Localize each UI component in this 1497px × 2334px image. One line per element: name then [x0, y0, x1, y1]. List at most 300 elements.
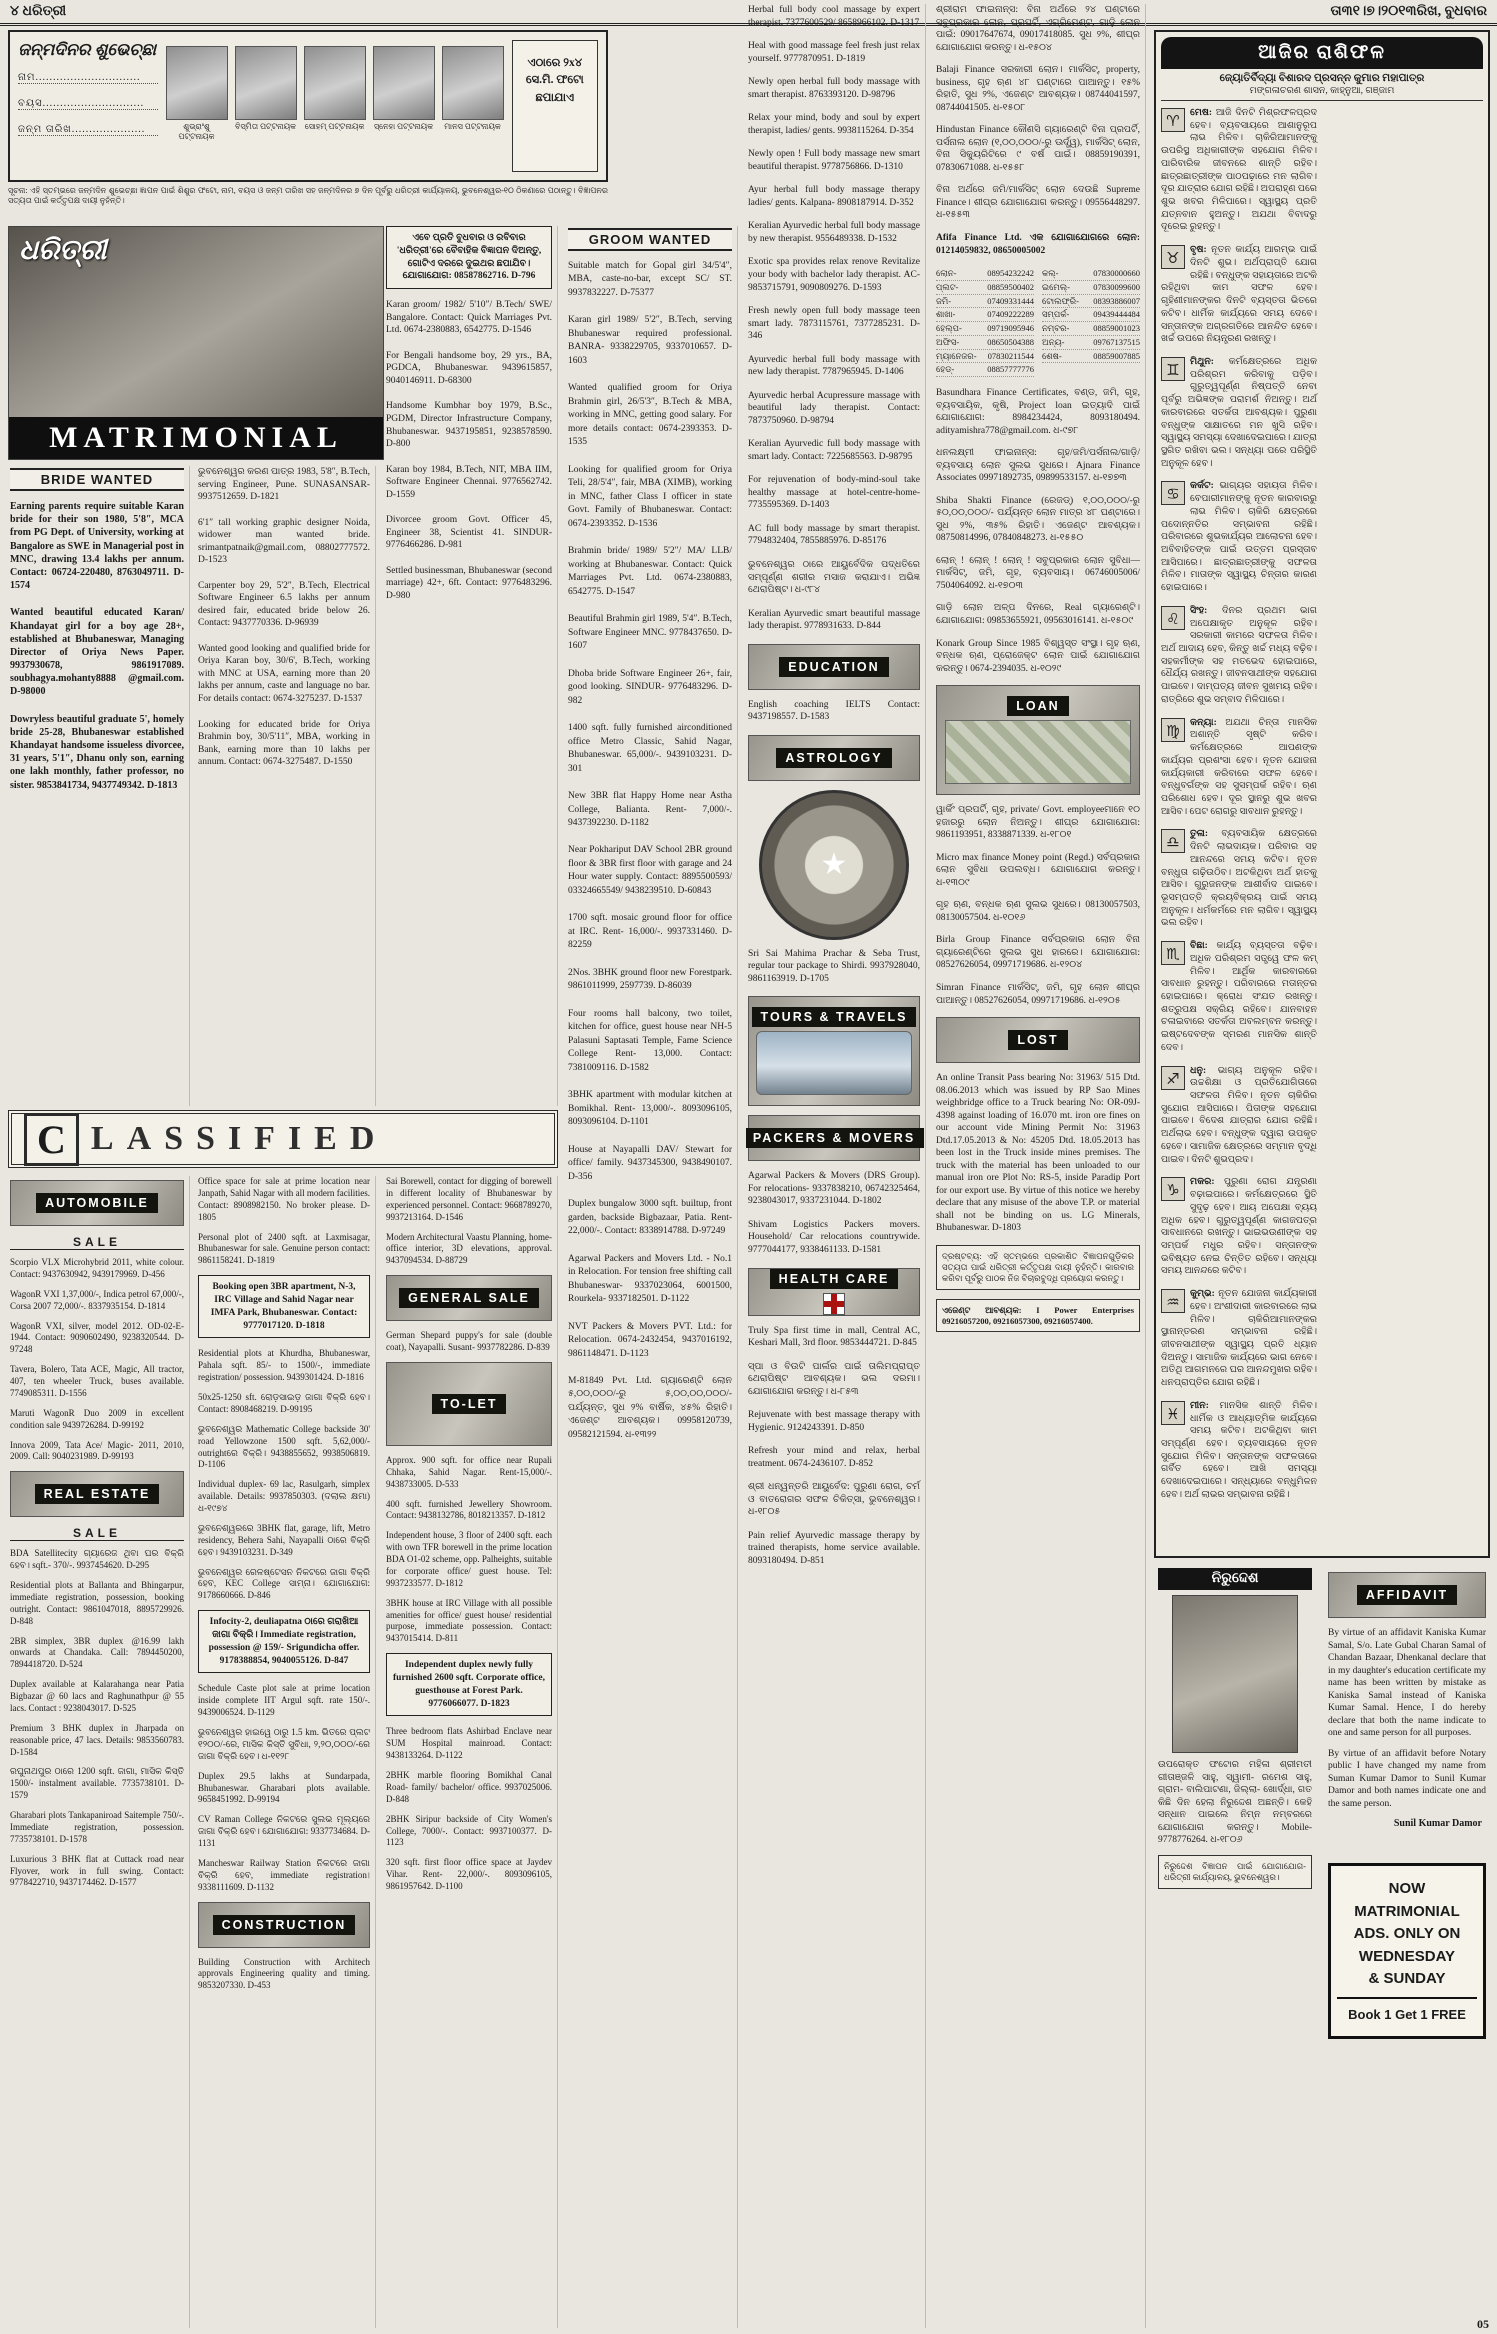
contact-number: 07830099600	[1093, 281, 1140, 292]
matrimonial-ad: Wanted beautiful educated Karan/ Khandayat girl for a boy age 28+, established at Bhubaneswar, Managing Director of Oriya News Paper. 9937930678, 9861917089. soubhagya.mohanty8888 @gmail.com. D-98000	[10, 607, 184, 698]
zodiac-icon: ♐	[1161, 1066, 1185, 1090]
lost-banner	[936, 1017, 1140, 1063]
infocity-box: Infocity-2, deuliapatna ଠାରେ ଗରାଖିଆ ଜାଗା ବିକ୍ରି। Immediate registration, possession @ 159/- Srigundicha offer. 9178388854, 9040055126. D-847	[198, 1610, 370, 1673]
contact-number: 07409331444	[987, 295, 1034, 306]
dharitri-logo: ଧରିତ୍ରୀ	[19, 235, 107, 266]
finance-contact-row	[1042, 308, 1140, 322]
finance-contact-row	[936, 322, 1034, 336]
classified-ad: Maruti WagonR Duo 2009 in excellent condition sale 9439726284. D-99192	[10, 1407, 184, 1430]
zodiac-icon: ♋	[1161, 481, 1185, 505]
classified-ad: ଧନଲକ୍ଷ୍ମୀ ଫାଇନାନ୍ସ: ଗୃହ/ଜମି/ପର୍ସନାଲ/ଗାଡ଼ି/ବ୍ୟବସାୟ ଲୋନ ସୁଲଭ ସୁଧରେ। Ajnara Finance Associates 09971892735, 09899533157. ଧ-୧୭୭୩	[936, 448, 1140, 484]
contact-label: ପ୍ଲଟ-	[936, 281, 959, 292]
classified-ad: For rejuvenation of body-mind-soul take healthy massage at hotel-centre-home- 7735595369. D-1403	[748, 475, 920, 511]
matrimonial-ads	[198, 466, 370, 769]
construction-banner	[198, 1902, 370, 1948]
classified-ad: Ayurvedic herbal Acupressure massage with beautiful lady therapist. Contact: 7873750960. D-98794	[748, 390, 920, 426]
child-name: ବିସ୍ମିତା ପଟ୍ଟନାୟକ	[235, 122, 297, 131]
birthday-photo-card	[442, 46, 504, 132]
contact-label: ଶେଷ-	[1042, 350, 1062, 361]
contact-number: 08859001023	[1093, 323, 1140, 334]
finance-contact-row	[1042, 322, 1140, 336]
child-name: ଶୁଭ୍ରାଂଶୁ ପଟ୍ଟନାୟକ	[178, 122, 215, 141]
finance-ads-top	[936, 4, 1140, 222]
classified-ad: Hindustan Finance କୌଣସି ଗ୍ୟାରେଣ୍ଟି ବିନା ପ୍ରପର୍ଟି, ପର୍ସନାଲ ଲୋନ (୧,୦୦,୦୦୦/-ରୁ ଊର୍ଦ୍ଧ୍ୱ), ମାର୍କସିଟ୍ ଲୋନ, ବିନା ସିକ୍ୟୁରିଟିରେ ୯ ବର୍ଷ ପାଇଁ। 08859190391, 07830671088. ଧ-୧୫୫୮	[936, 125, 1140, 173]
zodiac-name: ମକର:	[1190, 1177, 1215, 1188]
classified-ad: Keralian Ayurvedic herbal full body massage by new therapist. 9556489338. D-1532	[748, 221, 920, 244]
matrimonial-ad: Carpenter boy 29, 5'2″, B.Tech, Electrical Software Engineer 6.5 lakhs per annum desired fair, educated bride below 26. Contact: 9437770336. D-96939	[198, 580, 370, 629]
zodiac-prediction: କାର୍ଯ୍ୟ ବ୍ୟସ୍ତତା ବଢ଼ିବ। ଅଧିକ ପରିଶ୍ରମ ସତ୍ତ୍ୱେ ଫଳ କମ୍ ମିଳିବ। ଆର୍ଥିକ କାରବାରରେ ସାବଧାନ ରୁହନ୍ତୁ। ପରିବାରରେ ମତାନ୍ତର ହୋଇପାରେ। କ୍ରୋଧ ସଂଯତ ରଖନ୍ତୁ। ଶତ୍ରୁପକ୍ଷ ସକ୍ରିୟ ରହିବେ। ଯାନବାହନ ଚଳାଇବାରେ ସତର୍କତା ଅବଲମ୍ବନ କରନ୍ତୁ। ଇଷ୍ଟଦେବଙ୍କ ସ୍ମରଣ ମାନସିକ ଶାନ୍ତି ଦେବ।	[1161, 941, 1318, 1053]
classified-ad: Rejuvenate with best massage therapy with Hygienic. 9124243391. D-850	[748, 1410, 920, 1433]
child-name: ମାନସ ପଟ୍ଟନାୟକ	[444, 122, 501, 131]
affidavit-column	[1324, 1568, 1490, 2324]
astrology-banner	[748, 735, 920, 781]
classified-ad: Newly open ! Full body massage new smart beautiful therapist. 9778756866. D-1310	[748, 149, 920, 172]
classified-ad: Heal with good massage feel fresh just relax yourself. 9777870951. D-1819	[748, 41, 920, 64]
realestate-banner-label: REAL ESTATE	[35, 1484, 160, 1504]
birthday-wishes-box	[8, 30, 608, 182]
zodiac-name: କନ୍ୟା:	[1190, 717, 1217, 728]
zodiac-entry	[1161, 107, 1317, 234]
classified-ad: Agarwal Packers & Movers (DRS Group). For relocations- 9337838210, 06742325464, 9238043017, 9337231044. D-1802	[748, 1171, 920, 1207]
classified-ad: House at Nayapalli DAV/ Stewart for office/ family. 9437345300, 9438490107. D-356	[568, 1144, 732, 1182]
afifa-finance-block	[936, 232, 1140, 377]
contact-number: 08857777776	[987, 364, 1034, 375]
classified-ad: Sri Sai Mahima Prachar & Seba Trust, regular tour package to Shirdi. 9937928040, 9861163919. D-1705	[748, 948, 920, 984]
child-photo	[304, 46, 366, 120]
matrimonial-ad: Divorcee groom Govt. Officer 45, Engineer 38, Scientist 41. SINDUR- 9776466286. D-981	[386, 515, 552, 551]
automobile-realestate-column	[8, 1176, 190, 2328]
birthday-photo-card	[235, 46, 297, 132]
classified-ad: 3BHK apartment with modular kitchen at Bomikhal. Rent- 13,000/-. 8093096105, 8093096104. D-1101	[568, 1090, 732, 1128]
matrimonial-banner	[8, 226, 384, 460]
zodiac-entry	[1161, 828, 1317, 930]
child-photo	[373, 46, 435, 120]
page-number: 05	[1477, 2317, 1489, 2331]
birthday-footnote: ସୂଚନା: ଏହି ସ୍ତମ୍ଭରେ ଜନ୍ମଦିନ ଶୁଭେଚ୍ଛା ଜ୍ଞାପନ ପାଇଁ ଶିଶୁର ଫଟୋ, ନାମ, ବୟସ ଓ ଜନ୍ମ ତାରିଖ ସହ ଜନ୍ମଦିନର ୭ ଦିନ ପୂର୍ବରୁ ଧରିତ୍ରୀ କାର୍ଯ୍ୟାଳୟ, ଭୁବନେଶ୍ୱର-୧୦ ଠିକଣାରେ ପଠାନ୍ତୁ। ବିଜ୍ଞାପନର ସତ୍ୟତା ପାଇଁ କର୍ତ୍ତୃପକ୍ଷ ଦାୟୀ ନୁହଁନ୍ତି।	[8, 186, 608, 206]
classified-ad: Basundhara Finance Certificates, ବଣ୍ଡ, ଜମି, ଗୃହ, ବ୍ୟବସାୟିକ, କୃଷି, Project loan ଇତ୍ୟାଦି ପାଇଁ ଯୋଗାଯୋଗ: 8984234424, 8093180494. adityamishra778@gmail.com. ଧ-୯୭୮	[936, 388, 1140, 436]
tolet-banner-label: TO-LET	[432, 1394, 507, 1414]
matrimonial-promo-box	[1328, 1863, 1486, 2039]
missing-person-note: ନିରୁଦ୍ଦେଶ ବିଜ୍ଞାପନ ପାଇଁ ଯୋଗାଯୋଗ- ଧରିତ୍ରୀ କାର୍ଯ୍ୟାଳୟ, ଭୁବନେଶ୍ୱର।	[1158, 1855, 1312, 1889]
contact-number: 08954232242	[987, 268, 1034, 279]
column4-ads	[568, 722, 732, 1442]
tolet-ads-2	[386, 1726, 552, 1893]
booking-open-box: Booking open 3BR apartment, N-3, IRC Village and Sahid Nagar near IMFA Park, Bhubaneswar. Contact: 9777017120. D-1818	[198, 1275, 370, 1338]
automobile-ads	[10, 1257, 184, 1463]
zodiac-icon: ♉	[1161, 245, 1185, 269]
horoscope-title: ଆଜିର ରାଶିଫଳ	[1161, 37, 1483, 69]
finance-contact-row	[1042, 336, 1140, 350]
zodiac-prediction: ଅଯଥା ଚିନ୍ତା ମାନସିକ ଅଶାନ୍ତି ସୃଷ୍ଟି କରିବ। କର୍ମକ୍ଷେତ୍ରରେ ଆପଣଙ୍କ କାର୍ଯ୍ୟର ପ୍ରଶଂସା ହେବ। ନୂତନ ଯୋଜନା କାର୍ଯ୍ୟକାରୀ କରିବାରେ ସଫଳ ହେବେ। ବନ୍ଧୁବର୍ଗଙ୍କ ସହ ସୁସମ୍ପର୍କ ରହିବ। ଋଣ ପରିଶୋଧ ହେବ। ଦୂର ସ୍ଥାନରୁ ଶୁଭ ଖବର ଆସିବ। ପେଟ ରୋଗରୁ ସାବଧାନ ରୁହନ୍ତୁ।	[1161, 717, 1317, 817]
classified-ad: NVT Packers & Movers PVT. Ltd.: for Relocation. 0674-2432454, 9437016192, 9861148471. D-1123	[568, 1321, 732, 1359]
classified-ad: ସ୍ପା ଓ ବିଉଟି ପାର୍ଲର ପାଇଁ ତାଲିମପ୍ରାପ୍ତ ଥେରାପିଷ୍ଟ ଆବଶ୍ୟକ। ଭଲ ଦରମା। ଯୋଗାଯୋଗ କରନ୍ତୁ। ଧ-୮୫୩	[748, 1361, 920, 1397]
finance-contact-row	[1042, 295, 1140, 309]
automobile-sale-heading: SALE	[10, 1235, 184, 1250]
finance-contact-row	[936, 267, 1034, 281]
child-photo	[442, 46, 504, 120]
child-photo	[166, 46, 228, 120]
classified-ad: Refresh your mind and relax, herbal treatment. 0674-2436107. D-852	[748, 1446, 920, 1469]
general-sale-banner	[386, 1275, 552, 1321]
afifa-title: Afifa Finance Ltd. ଏକ ଯୋଗାଯୋଗରେ ଲୋନ: 01214059832, 08650005002	[936, 232, 1140, 256]
zodiac-prediction: ମାନସିକ ଶାନ୍ତି ମିଳିବ। ଧାର୍ମିକ ଓ ଆଧ୍ୟାତ୍ମିକ କାର୍ଯ୍ୟରେ ସମୟ କଟିବ। ଅଟକିଥିବା କାମ ସମ୍ପୂର୍ଣ୍ଣ ହେବ। ବ୍ୟବସାୟରେ ନୂତନ ସୁଯୋଗ ମିଳିବ। ସନ୍ତାନଙ୍କ ସଫଳତାରେ ଗର୍ବିତ ହେବେ। ଆଖି ସମସ୍ୟା ଦେଖାଦେଇପାରେ। ସନ୍ଧ୍ୟାରେ ବନ୍ଧୁମିଳନ ହେବ। ଅର୍ଥ ଲାଭର ସମ୍ଭାବନା ରହିଛି।	[1161, 1400, 1318, 1500]
birthday-photos	[166, 40, 504, 172]
classified-ad: Pain relief Ayurvedic massage therapy by trained therapists, home service available. 8093180494. D-851	[748, 1530, 920, 1566]
matrimonial-ad: Karan girl 1989/ 5'2″, B.Tech, serving Bhubaneswar required professional. BANRA- 9338229705, 9337010657. D-1603	[568, 315, 732, 366]
matrimonial-ad: Settled businessman, Bhubaneswar (second marriage) 42+, 6ft. Contact: 9776483296. D-980	[386, 565, 552, 601]
contact-number: 07830000660	[1093, 268, 1140, 279]
zodiac-prediction: ଦିନର ପ୍ରଥମ ଭାଗ ଅପେକ୍ଷାକୃତ ଅନୁକୂଳ ରହିବ। ସରକାରୀ କାମରେ ସଫଳତା ମିଳିବ। ଅର୍ଥ ଆଦାୟ ହେବ, କିନ୍ତୁ ଖର୍ଚ୍ଚ ମଧ୍ୟ ବଢ଼ିବ। ସହକର୍ମୀଙ୍କ ସହ ମତଭେଦ ହୋଇପାରେ, ଧୈର୍ଯ୍ୟ ରଖନ୍ତୁ। ଜୀବନସାଥୀଙ୍କ ସହଯୋଗ ପାଇବେ। ଦାମ୍ପତ୍ୟ ଜୀବନ ସୁଖମୟ ରହିବ। ରାତ୍ରିରେ ଶୁଭ ସମ୍ବାଦ ମିଳିପାରେ।	[1161, 605, 1317, 705]
classified-ad: M-81849 Pvt. Ltd. ଗ୍ୟାରେଣ୍ଟି ଲୋନ ୫,୦୦,୦୦୦/-ରୁ ୫,୦୦,୦୦,୦୦୦/- ପର୍ଯ୍ୟନ୍ତ, ସୁଧ ୨% ବାର୍ଷିକ, ୪୫% ରିହାତି। ଏଜେଣ୍ଟ ଆବଶ୍ୟକ। 09958120739, 09582121594. ଧ-୧୩୨୨	[568, 1376, 732, 1440]
zodiac-prediction: ଭାଗ୍ୟର ସହାୟତା ମିଳିବ। ବେପାରୀମାନଙ୍କୁ ନୂତନ କାରବାରରୁ ଲାଭ ମିଳିବ। ଚାକିରି କ୍ଷେତ୍ରରେ ପଦୋନ୍ନତିର ସମ୍ଭାବନା ରହିଛି। ପରିବାରରେ ଶୁଭକାର୍ଯ୍ୟର ଆଲୋଚନା ହେବ। ଅବିବାହିତଙ୍କ ପାଇଁ ଉତ୍ତମ ପ୍ରସ୍ତାବ ଆସିପାରେ। ଛାତ୍ରଛାତ୍ରୀଙ୍କୁ ସଫଳତା ମିଳିବ। ମାତାଙ୍କ ସ୍ୱାସ୍ଥ୍ୟ ଚିନ୍ତାର କାରଣ ହୋଇପାରେ।	[1161, 481, 1317, 594]
zodiac-name: ବୃଷ:	[1190, 245, 1207, 256]
classified-ad: Duplex available at Kalarahanga near Patia Bigbazar @ 60 lacs and Raghunathpur @ 55 lacs. Contact : 9238043017. D-525	[10, 1679, 184, 1713]
zodiac-name: ଧନୁ:	[1190, 1065, 1207, 1076]
contact-number: 09439444484	[1093, 309, 1140, 320]
classified-banner	[8, 1110, 558, 1168]
promo-line: ADS. ONLY ON	[1353, 1925, 1461, 1943]
classified-ad: Four rooms hall balcony, two toilet, kitchen for office, guest house near NH-5 Palasuni Saptasati Temple, Fame Science College Rent- 13,000. Contact: 7381009116. D-1582	[568, 1008, 732, 1073]
matrimonial-ad: Looking for qualified groom for Oriya Teli, 28/5'4″, fair, MBA (XIMB), working in MNC, father Class I officer in state Govt. Family of Bhubaneswar. Contact: 0674-2393352. D-1536	[568, 464, 732, 529]
missing-person-column	[1154, 1568, 1316, 2324]
promo-line: NOW	[1388, 1880, 1426, 1898]
classified-ad: Birla Group Finance ସର୍ବପ୍ରକାର ଲୋନ ବିନା ଗ୍ୟାରେଣ୍ଟିରେ ସୁଲଭ ସୁଧ ହାରରେ। ଯୋଗାଯୋଗ: 08527626054, 09971719686. ଧ-୧୨୦୪	[936, 935, 1140, 971]
classified-ad: Office space for sale at prime location near Janpath, Sahid Nagar with all modern facilities. Contact: 8908982150. No broker please. D-1805	[198, 1176, 370, 1222]
classified-ad: 3BHK house at IRC Village with all possible amenities for office/ guest house/ residential purpose, immediate possession. Contact: 9437015414. D-811	[386, 1597, 552, 1644]
masthead: ୪ ଧରିତ୍ରୀ	[10, 3, 67, 19]
matrimonial-ad: Wanted good looking and qualified bride for Oriya Karan boy, 30/6', B.Tech, working with MNC at USA, earning more than 20 lakhs per annum, caste and language no bar. For details contact: 0674-3275237. D-1537	[198, 643, 370, 704]
promo-line: MATRIMONIAL	[1354, 1902, 1460, 1920]
zodiac-prediction: ଆଜି ଦିନଟି ମିଶ୍ରଫଳପ୍ରଦ ହେବ। ବ୍ୟବସାୟରେ ଆଶାନୁରୂପ ଲାଭ ମିଳିବ। ଚାକିରିଆମାନଙ୍କୁ ଉପରିସ୍ଥ ଅଧିକାରୀଙ୍କ ସହଯୋଗ ମିଳିବ। ପାରିବାରିକ ଜୀବନରେ ଶାନ୍ତି ରହିବ। ଛାତ୍ରଛାତ୍ରୀଙ୍କ ପାଠପଢ଼ାରେ ମନ ଲାଗିବ। ଦୂର ଯାତ୍ରାର ଯୋଗ ରହିଛି। ଅପରାହ୍ଣ ପରେ ଶୁଭ ଖବର ମିଳିପାରେ। ସ୍ୱାସ୍ଥ୍ୟ ପ୍ରତି ଯତ୍ନବାନ ହୁଅନ୍ତୁ। ଅଯଥା ବିବାଦରୁ ଦୂରେଇ ରୁହନ୍ତୁ।	[1161, 108, 1318, 233]
contact-number: 08859007885	[1093, 350, 1140, 361]
matrimonial-title: MATRIMONIAL	[9, 417, 383, 459]
contact-label: ହେଲ୍ପ-	[936, 323, 962, 334]
zodiac-icon: ♍	[1161, 718, 1185, 742]
agent-wanted-box: ଏଜେଣ୍ଟ ଆବଶ୍ୟକ: I Power Enterprises 09216057200, 09216057300, 09216057400.	[936, 1299, 1140, 1332]
zodiac-icon: ♑	[1161, 1177, 1185, 1201]
duplex-box: Independent duplex newly fully furnished 2600 sqft. Corporate office, guesthouse at Forest Park. 9776066077. D-1823	[386, 1653, 552, 1716]
classified-ad: Personal plot of 2400 sqft. at Laxmisagar, Bhubaneswar for sale. Genuine person contact: 9861158241. D-1819	[198, 1231, 370, 1266]
contact-label: ନମ୍ବର-	[1042, 323, 1070, 334]
classified-ad: 400 sqft. furnished Jewellery Showroom. Contact: 9438132786, 8018213357. D-1812	[386, 1498, 552, 1521]
classified-ad: Residential plots at Khurdha, Bhubaneswar, Pahala sqft. 85/- to 1500/-, immediate registration/ possession. 9439301424. D-1816	[198, 1348, 370, 1383]
zodiac-entry	[1161, 244, 1317, 346]
contact-number: 09767137515	[1093, 336, 1140, 347]
child-name: ସୋହମ୍ ପଟ୍ଟନାୟକ	[304, 122, 365, 131]
classified-ad: Keralian Ayurvedic full body massage with smart lady. Contact: 7225685563. D-98795	[748, 439, 920, 462]
classified-ad: ୱାର୍କିଂ ପ୍ରପର୍ଟି, ଗୃହ, private/ Govt. employeeମାନେ ୧୦ ହଜାରରୁ ଲୋନ ନିଅନ୍ତୁ। ଶୀଘ୍ର ଯୋଗାଯୋଗ: 9861193951, 8338871339. ଧ-୧୮୦୧	[936, 805, 1140, 841]
classified-ad: 2BHK Siripur backside of City Women's College, 7000/-. Contact: 9937100377. D-1123	[386, 1813, 552, 1848]
services-ads	[386, 1176, 552, 1267]
tolet-ads-1	[386, 1455, 552, 1645]
health-care-banner	[748, 1268, 920, 1316]
photo-rate-box: ଏଠାରେ ୨x୪ ସେ.ମି. ଫଟୋ ଛପାଯାଏ	[512, 40, 598, 172]
zodiac-entry	[1161, 940, 1317, 1054]
zodiac-icon: ♊	[1161, 357, 1185, 381]
affidavit-signature: Sunil Kumar Damor	[1393, 1818, 1482, 1830]
classified-ad: German Shepard puppy's for sale (double coat), Nayapalli. Susant- 9937782286. D-839	[386, 1330, 552, 1352]
matrimonial-ad: For Bengali handsome boy, 29 yrs., BA, PGDCA, Bhubaneswar. 9439615857, 9040146911. D-68300	[386, 350, 552, 386]
contact-label: ଅଫିସ-	[936, 336, 960, 347]
matrimonial-ad: Wanted qualified groom for Oriya Brahmin girl, 26/5'3″, B.Tech & MBA, working in MNC, getting good salary. For more details contact: 0674-2393353. D-1535	[568, 383, 732, 448]
bride-wanted-heading: BRIDE WANTED	[10, 468, 184, 491]
zodiac-name: କୁମ୍ଭ:	[1190, 1289, 1215, 1300]
astrologer-address: ମଙ୍ଗଳାଚରଣ ଶାସନ, କାହ୍ନୁଆ, ଗଞ୍ଜାମ	[1161, 85, 1483, 101]
astrologer-name: ଜ୍ୟୋତିର୍ବିଦ୍ୟା ବିଶାରଦ ପ୍ରସନ୍ନ କୁମାର ମହାପାତ୍ର	[1219, 73, 1425, 84]
construction-ads	[198, 1957, 370, 1993]
classified-ad: WagonR VXI 1,37,000/-, Indica petrol 67,000/-, Corsa 2007 72,000/-. 8337935154. D-1814	[10, 1288, 184, 1311]
child-name: ସ୍ନେହା ପଟ୍ଟନାୟକ	[373, 122, 434, 131]
promo-line: Book 1 Get 1 FREE	[1337, 1997, 1477, 2025]
finance-contact-row	[936, 308, 1034, 322]
classified-ad: ଗୃହ ଋଣ, ବନ୍ଧକ ଋଣ ସୁଲଭ ସୁଧରେ। 08130057503, 08130057504. ଧ-୧୦୧୬	[936, 900, 1140, 923]
automobile-banner	[10, 1180, 184, 1226]
classified-ad: Micro max finance Money point (Regd.) ସର୍ବପ୍ରକାର ଲୋନ ସୁବିଧା ଉପଲବ୍ଧ। ଯୋଗାଯୋଗ କରନ୍ତୁ। ଧ-୧୩୦୯	[936, 852, 1140, 888]
bride-photo	[9, 227, 383, 417]
classified-ad: Independent house, 3 floor of 2400 sqft. each with own TFR borewell in the prime location BDA O1-02 scheme, opp. Palheights, suitable for corporate office/ guest house. Tel: 9937233577. D-1812	[386, 1530, 552, 1588]
zodiac-name: ମେଷ:	[1190, 108, 1213, 118]
services-column	[746, 4, 926, 2328]
education-banner	[748, 644, 920, 690]
zodiac-prediction: କର୍ମକ୍ଷେତ୍ରରେ ଅଧିକ ପରିଶ୍ରମ କରିବାକୁ ପଡ଼ିବ। ଗୁରୁତ୍ୱପୂର୍ଣ୍ଣ ନିଷ୍ପତ୍ତି ନେବା ପୂର୍ବରୁ ଅଭିଜ୍ଞଙ୍କ ପରାମର୍ଶ ନିଅନ୍ତୁ। ଅର୍ଥ କାରବାରରେ ସତର୍କତା ଆବଶ୍ୟକ। ପୁରୁଣା ବନ୍ଧୁଙ୍କ ସାକ୍ଷାତରେ ମନ ଖୁସି ରହିବ। ସ୍ୱାସ୍ଥ୍ୟ ସମସ୍ୟା ଦେଖାଦେଇପାରେ। ଯାତ୍ରା ସ୍ଥଗିତ ରଖିବା ଭଲ। ସନ୍ଧ୍ୟା ପରେ ପରିସ୍ଥିତି ଅନୁକୂଳ ହେବ।	[1161, 356, 1317, 469]
birthday-form	[18, 40, 158, 172]
classified-ad: CV Raman College ନିକଟରେ ସୁଲଭ ମୂଲ୍ୟରେ ଜାଗା ବିକ୍ରି ହେବ। ଯୋଗାଯୋଗ: 9337734684. D-1131	[198, 1814, 370, 1848]
missing-person-heading: ନିରୁଦ୍ଦେଶ	[1158, 1568, 1312, 1590]
classified-ad: Mancheswar Railway Station ନିକଟରେ ଜାଗା ବିକ୍ରି ହେବ, immediate registration। 9338111609. D-1132	[198, 1857, 370, 1892]
classified-ad: Building Construction with Architech approvals Engineering quality and timing. 9853207330. D-453	[198, 1956, 370, 1991]
affidavit-banner-label: AFFIDAVIT	[1357, 1585, 1457, 1605]
classified-ad: Modern Architectural Vaastu Planning, home-office interior, 3D elevations, approval. 9437094534. D-88729	[386, 1231, 552, 1266]
page-date: ତା୩୧।୭।୨୦୧୩ରିଖ, ବୁଧବାର	[1330, 3, 1487, 19]
classified-ad: Keralian Ayurvedic smart beautiful massage lady therapist. 9778931633. D-844	[748, 608, 920, 632]
groom-wanted-ads	[568, 260, 732, 708]
contact-label: ସମ୍ପର୍କ-	[1042, 309, 1070, 320]
promo-line: & SUNDAY	[1368, 1970, 1446, 1988]
birthday-photo-card	[166, 46, 228, 141]
bus-image	[756, 1031, 912, 1095]
birthday-title: ଜନ୍ମଦିନର ଶୁଭେଚ୍ଛା	[18, 40, 157, 59]
zodiac-icon: ♈	[1161, 108, 1185, 132]
classified-title: LASSIFIED	[90, 1120, 388, 1157]
matrimonial-ad: Suitable match for Gopal girl 34/5'4″, MBA, caste-no-bar, except SC/ ST. 9937832227. D-75377	[568, 261, 732, 298]
tours-travels-banner	[748, 996, 920, 1106]
tolet-banner	[386, 1362, 552, 1446]
matrimonial-ad: Beautiful Brahmin girl 1989, 5'4″. B.Tech, Software Engineer MNC. 9778437650. D-1607	[568, 614, 732, 652]
afifa-numbers	[936, 267, 1140, 377]
missing-person-text: ଉପରୋକ୍ତ ଫଟୋର ମହିଳା ଶ୍ରୀମତୀ ଗୀତାଞ୍ଜଳି ସାହୁ, ସ୍ୱାମୀ- ରମେଶ ସାହୁ, ଗ୍ରାମ- ବାଲିପାଟଣା, ଜିଲ୍ଲା- ଖୋର୍ଦ୍ଧା, ଗତ କିଛି ଦିନ ହେଲା ନିରୁଦ୍ଦେଶ ଅଛନ୍ତି। କେହି ସନ୍ଧାନ ପାଇଲେ ନିମ୍ନ ନମ୍ବରରେ ଯୋଗାଯୋଗ କରନ୍ତୁ। Mobile- 9778776264. ଧ-୧୮୦୬	[1158, 1760, 1312, 1846]
currency-notes-image	[945, 720, 1131, 784]
contact-label: ହେଡ୍-	[936, 364, 955, 375]
birthday-photo-card	[373, 46, 435, 132]
contact-label: ଶାଖା-	[936, 309, 956, 320]
packers-movers-banner-label: PACKERS & MOVERS	[746, 1128, 924, 1148]
classified-ad: ଭୁବନେଶ୍ୱରରେ 3BHK flat, garage, lift, Metro residency, Behera Sahi, Nayapalli ଠାରେ ବିକ୍ରି ହେବ। 9439103231. D-349	[198, 1522, 370, 1557]
matrimonial-ad: Looking for educated bride for Oriya Brahmin boy, 30/5'11″, MBA, working in Bank, earning more than 10 lakhs per annum. Contact: 0674-3275487. D-1550	[198, 719, 370, 768]
zodiac-icon: ♌	[1161, 606, 1185, 630]
zodiac-wheel-image: ★	[759, 790, 909, 940]
general-tolet-column	[384, 1176, 558, 2328]
contact-number: 08650504388	[987, 336, 1034, 347]
realestate-ads	[10, 1548, 184, 1889]
groom-wanted-column	[566, 226, 738, 2328]
promo-line: WEDNESDAY	[1358, 1947, 1456, 1965]
classified-ad: BDA Satellitecity ଗ୍ୟାରେଜ ଥିବା ଘର ବିକ୍ରି ହେବ। sqft.- 370/-. 9937454620. D-295	[10, 1548, 184, 1571]
zodiac-entry	[1161, 1176, 1317, 1278]
general-sale-ads	[386, 1330, 552, 1354]
lost-banner-label: LOST	[1008, 1030, 1067, 1050]
classified-ad: Exotic spa provides relax renove Revitalize your body with bachelor lady therapist. AC- 9853715791, 9090809276. D-1593	[748, 257, 920, 293]
classified-ad: English coaching IELTS Contact: 9437198557. D-1583	[748, 699, 920, 723]
education-ads	[748, 699, 920, 724]
loan-ads	[936, 804, 1140, 1007]
classified-ad: 320 sqft. first floor office space at Jaydev Vihar. Rent- 22,000/-. 8093096105, 9861957642. D-1100	[386, 1857, 552, 1891]
classified-ad: Scorpio VLX Microhybrid 2011, white colour. Contact: 9437630942, 9439179969. D-456	[10, 1257, 184, 1279]
finance-contact-row	[1042, 267, 1140, 281]
contact-number: 08393886007	[1093, 295, 1140, 306]
classified-ad: ଲୋନ୍ ! ଲୋନ୍ ! ଲୋନ୍ ! ସବୁପ୍ରକାର ଲୋନ ସୁବିଧା— ମାର୍କସିଟ୍, ଜମି, ଗୃହ, ବ୍ୟବସାୟ। 06746005006/ 7504064092. ଧ-୧୭୦୩	[936, 555, 1140, 591]
loan-banner	[936, 685, 1140, 795]
finance-contact-row	[1042, 281, 1140, 295]
contact-label: ଜମି-	[936, 295, 952, 306]
classified-ad: ରଘୁନାଥପୁର ଠାରେ 1200 sqft. ଜାଗା, ମାସିକ କିସ୍ତି 1500/- instalment available. 7735738101. D-1579	[10, 1766, 184, 1801]
matrimonial-ad: Handsome Kumbhar boy 1979, B.Sc., PGDM, Director Infrastructure Company, Bhubaneswar. 9437195851, 9238578590. D-800	[386, 401, 552, 450]
affidavit-text: By virtue of an affidavit before Notary public I have changed my name from Suman Kumar Damor to Sunil Kumar Damor and both names indicate one and the same person.	[1328, 1748, 1486, 1809]
automobile-banner-label: AUTOMOBILE	[36, 1193, 158, 1213]
horoscope-box	[1154, 30, 1490, 1558]
contact-label: ଇମେଲ୍-	[1042, 281, 1070, 292]
finance-contact-row	[936, 363, 1034, 377]
classified-ad: Luxurious 3 BHK flat at Cuttack road near Flyover, work in full swing. Contact: 9778422710, 9437174462. D-1577	[10, 1853, 184, 1888]
classified-ad: 2BHK marble flooring Bomikhal Canal Road- family/ bachelor/ office. 9937025006. D-848	[386, 1770, 552, 1804]
affidavit-banner	[1328, 1572, 1486, 1618]
matrimonial-column-2	[196, 466, 376, 1106]
classified-ad: Shiba Shakti Finance (ରେଜଡ୍) ୧,୦୦,୦୦୦/-ରୁ ୫୦,୦୦,୦୦୦/- ପର୍ଯ୍ୟନ୍ତ ଲୋନ ମାତ୍ର ୪୮ ଘଣ୍ଟାରେ। ସୁଧ ୨%, ୩୫% ରିହାତି। ଏଜେଣ୍ଟ ଆବଶ୍ୟକ। 08750814996, 07840848273. ଧ-୧୫୫୦	[936, 495, 1140, 544]
finance-contact-row	[1042, 350, 1140, 364]
general-sale-banner-label: GENERAL SALE	[399, 1288, 539, 1308]
classified-ad: New 3BR flat Happy Home near Astha College, Balianta. Rent- 7,000/-. 9437392230. D-1182	[568, 791, 732, 828]
plot-ads-3	[198, 1683, 370, 1893]
zodiac-entry	[1161, 1288, 1317, 1390]
massage-ads	[748, 4, 920, 633]
disclaimer-box: ଦ୍ରଷ୍ଟବ୍ୟ: ଏହି ସ୍ତମ୍ଭରେ ପ୍ରକାଶିତ ବିଜ୍ଞାପନଗୁଡ଼ିକର ସତ୍ୟତା ପାଇଁ ଧରିତ୍ରୀ କର୍ତ୍ତୃପକ୍ଷ ଦାୟୀ ନୁହଁନ୍ତି। କାରବାର କରିବା ପୂର୍ବରୁ ପାଠକ ନିଜ ବିଚାରବୁଦ୍ଧି ପ୍ରୟୋଗ କରନ୍ତୁ।	[936, 1245, 1140, 1290]
zodiac-prediction: ଭାଗ୍ୟ ଅନୁକୂଳ ରହିବ। ଉଚ୍ଚଶିକ୍ଷା ଓ ପ୍ରତିଯୋଗିତାରେ ସଫଳତା ମିଳିବ। ନୂତନ ଚାକିରିର ସୁଯୋଗ ଆସିପାରେ। ପିତାଙ୍କ ସହଯୋଗ ପାଇବେ। ବିଦେଶ ଯାତ୍ରାର ଯୋଗ ରହିଛି। ଅର୍ଥଲାଭ ହେବ। ବନ୍ଧୁଙ୍କ ଦ୍ୱାରା ଉପକୃତ ହେବେ। ସାମାଜିକ କ୍ଷେତ୍ରରେ ସମ୍ମାନ ବୃଦ୍ଧି ପାଇବ। ଦିନଟି ଶୁଭପ୍ରଦ।	[1161, 1065, 1317, 1165]
groom-wanted-heading: GROOM WANTED	[568, 228, 732, 251]
finance-column	[934, 4, 1146, 2328]
zodiac-name: ସିଂହ:	[1190, 605, 1208, 616]
birthday-field: ବୟସ.............................	[18, 98, 158, 110]
realestate-banner	[10, 1471, 184, 1517]
zodiac-icon: ♒	[1161, 1289, 1185, 1313]
zodiac-icon: ♓	[1161, 1401, 1185, 1425]
contact-number: 07830211544	[987, 350, 1034, 361]
classified-ad: Duplex 29.5 lakhs at Sundarpada, Bhubaneswar. Gharabari plots available. 9658451992. D-99194	[198, 1770, 370, 1805]
classified-ad: ଭୁବନେଶ୍ୱର ହାଇୱେ ଠାରୁ 1.5 km. ଭିତରେ ପ୍ଲଟ ୧୨୦୦/-ରେ, ମାସିକ କିସ୍ତି ସୁବିଧା, ୨,୨୦,୦୦୦/-ରେ ଜାଗା ବିକ୍ରି ହେବ। ଧ-୧୧୨୮	[198, 1727, 370, 1761]
classified-ad: ଭୁବନେଶ୍ୱର Mathematic College backside 30' road Yellowzone 1500 sqft. 5,62,000/- outrightରେ ବିକ୍ରି। 9438855652, 9938506819. D-1106	[198, 1423, 370, 1470]
birthday-field: ନାମ..............................	[18, 72, 158, 84]
finance-contact-row	[936, 336, 1034, 350]
contact-label: ଟୋଲଫ୍ରି-	[1042, 295, 1079, 306]
loan-banner-label: LOAN	[1007, 696, 1068, 716]
classified-ad: Schedule Caste plot sale at prime location inside complete IIT Argul sqft. rate 150/-. 9439006524. D-1129	[198, 1683, 370, 1718]
finance-ads-mid	[936, 387, 1140, 675]
contact-label: କଲ୍-	[1042, 268, 1059, 279]
plots-column	[196, 1176, 376, 2328]
zodiac-prediction: ନୂତନ ଯୋଜନା କାର୍ଯ୍ୟକାରୀ ହେବ। ଅଂଶୀଦାରୀ କାରବାରରେ ଲାଭ ମିଳିବ। ଚାକିରିଆମାନଙ୍କର ସ୍ଥାନାନ୍ତରଣ ସମ୍ଭାବନା ରହିଛି। ଜୀବନସାଥୀଙ୍କ ସ୍ୱାସ୍ଥ୍ୟ ପ୍ରତି ଧ୍ୟାନ ଦିଅନ୍ତୁ। ସାମାଜିକ କାର୍ଯ୍ୟରେ ଭାଗ ନେବେ। ଅତିଥି ଆଗମନରେ ଘର ଆନନ୍ଦମୁଖର ରହିବ। ଧନପ୍ରାପ୍ତିର ଯୋଗ ରହିଛି।	[1161, 1289, 1318, 1389]
zodiac-icon: ♎	[1161, 829, 1185, 853]
classified-ad: ଭୁବନେଶ୍ୱର ଠାରେ ଆୟୁର୍ବେଦିକ ପଦ୍ଧତିରେ ସମ୍ପୂର୍ଣ୍ଣ ଶରୀର ମସାଜ କରାଯାଏ। ଅଭିଜ୍ଞ ଥେରାପିଷ୍ଟ। ଧ-୯୮୪	[748, 560, 920, 596]
matrimonial-ad: Karan boy 1984, B.Tech, NIT, MBA IIM, Software Engineer Chennai. 9776562742. D-1559	[386, 464, 552, 500]
classified-ad: Fresh newly open full body massage teen smart lady. 7873115761, 7377285231. D-346	[748, 306, 920, 342]
finance-contact-row	[936, 281, 1034, 295]
contact-label: ଲୋନ-	[936, 268, 957, 279]
classified-ad: Premium 3 BHK duplex in Jharpada on reasonable price, 47 lacs. Details: 9853560783. D-1584	[10, 1722, 184, 1757]
matrimonial-ad: Dhoba bride Software Engineer 26+, fair, good looking. SINDUR- 9776483296. D-982	[568, 668, 732, 706]
health-ads	[748, 1325, 920, 1568]
contact-number: 08859500402	[987, 281, 1034, 292]
classified-ad: Individual duplex- 69 lac, Rasulgarh, simplex available. Details: 9937850303. (ଦଲାଲ କ୍ଷମା) ଧ-୧୯୭୪	[198, 1479, 370, 1513]
astrology-ads	[748, 948, 920, 986]
bride-wanted-column	[8, 466, 190, 1106]
lost-notice: An online Transit Pass bearing No: 31963/ 515 Dtd. 08.06.2013 which was issued by RP Sao Mines weighbridge office to a Truck bearing No: OR-09J-4398 against loading of 16.070 mt. iron ore fines on our account vide Mining Permit No: 31963 Dtd.17.05.2013 & No: 45205 Dtd. 18.05.2013 has been lost in the Truck inside mines premises. The truck with the material has been unloaded to our manual iron ore Plot No: RS-5, inside Paradip Port for our export use. By virtue of this notice we hereby declare that any misuse of the above T.P. or material shall not be binding on us. LG Minerals, Bhubaneswar. D-1803	[936, 1073, 1140, 1234]
classified-ad: Newly open herbal full body massage with smart therapist. 8763393120. D-98796	[748, 77, 920, 100]
plot-ads-1	[198, 1176, 370, 1267]
matrimonial-ad: ଭୁବନେଶ୍ୱର କରଣ ପାତ୍ର 1983, 5'8″, B.Tech, serving Engineer, Pune. SUNASANSAR- 9937512659. D-1821	[198, 467, 370, 503]
plot-ads-2	[198, 1348, 370, 1602]
tours-travels-banner-label: TOURS & TRAVELS	[752, 1007, 917, 1027]
classified-ad: 50x25-1250 sft. ରୋଡ଼ସାଇଡ଼ ଜାଗା ବିକ୍ରି ହେବ। Contact: 8908468219. D-99195	[198, 1392, 370, 1414]
contact-number: 09719095946	[987, 323, 1034, 334]
finance-contact-row	[936, 350, 1034, 364]
zodiac-prediction: ନୂତନ କାର୍ଯ୍ୟ ଆରମ୍ଭ ପାଇଁ ଦିନଟି ଶୁଭ। ଅର୍ଥପ୍ରାପ୍ତି ଯୋଗ ରହିଛି। ବନ୍ଧୁଙ୍କ ସହାୟତାରେ ଅଟକି ରହିଥିବା କାମ ସଫଳ ହେବ। ଗୃହିଣୀମାନଙ୍କର ଦିନଟି ବ୍ୟସ୍ତତା ଭିତରେ କଟିବ। ଧାର୍ମିକ କାର୍ଯ୍ୟରେ ସମୟ ଦେବେ। ସନ୍ତାନଙ୍କ ଅଗ୍ରଗତିରେ ଆନନ୍ଦିତ ହେବେ। ଖର୍ଚ୍ଚ ଉପରେ ନିୟନ୍ତ୍ରଣ ରଖନ୍ତୁ।	[1161, 245, 1317, 345]
matrimonial-ad: 6'1″ tall working graphic designer Noida, widower man wanted bride. srimantpatnaik@gmail.com, 08802777572. D-1523	[198, 517, 370, 566]
classified-ad: Ayur herbal full body massage therapy ladies/ gents. Kalpana- 8908187914. D-352	[748, 185, 920, 208]
contact-number: 07409222289	[987, 309, 1034, 320]
classified-ad: Konark Group Since 1985 ବିଶ୍ୱସ୍ତ ସଂସ୍ଥା। ଗୃହ ଋଣ, ବନ୍ଧକ ଋଣ, ପ୍ରୋଜେକ୍ଟ ଲୋନ ପାଇଁ ଯୋଗାଯୋଗ କରନ୍ତୁ। 0674-2394035. ଧ-୧୦୨୯	[936, 638, 1140, 674]
classified-ad: 2BR simplex, 3BR duplex @16.99 lakh onwards at Chandaka. Call: 7894450200, 7894418720. D-524	[10, 1635, 184, 1670]
classified-ad: Approx. 900 sqft. for office near Rupali Chhaka, Sahid Nagar. Rent-15,000/-. 9438733005. D-533	[386, 1454, 552, 1489]
classified-ad: 1700 sqft. mosaic ground floor for office at IRC. Rent- 16,000/-. 9937331460. D-82259	[568, 913, 732, 951]
matrimonial-column-3	[384, 226, 558, 1106]
classified-ad: Residential plots at Ballanta and Bhingarpur, immediate registration, possession, booking outright. Contact: 9861047018, 8895729926. D-848	[10, 1580, 184, 1626]
construction-banner-label: CONSTRUCTION	[213, 1915, 356, 1935]
missing-person-photo	[1172, 1595, 1298, 1753]
classified-ad: ଗାଡ଼ି ଲୋନ ଅଳ୍ପ ଦିନରେ, Real ଗ୍ୟାରେଣ୍ଟି। ଯୋଗାଯୋଗ: 09853655921, 09563016141. ଧ-୧୫୦୯	[936, 603, 1140, 626]
zodiac-entry	[1161, 605, 1317, 707]
birthday-field: ଜନ୍ମ ତାରିଖ.....................	[18, 124, 158, 136]
classified-ad: Herbal full body cool massage by expert therapist. 7377600529/ 8658966102. D-1317	[748, 5, 920, 28]
classified-ad: 2Nos. 3BHK ground floor new Forestpark. 9861011999, 2597739. D-86039	[568, 967, 732, 992]
classified-ad: ବିନା ଅର୍ଥରେ ଜମି/ମାର୍କସିଟ୍ ଲୋନ ଦେଉଛି Supreme Finance। ଶୀଘ୍ର ଯୋଗାଯୋଗ କରନ୍ତୁ। 09556448297. ଧ-୧୫୫୩	[936, 185, 1140, 221]
classified-ad: Tavera, Bolero, Tata ACE, Magic, All tractor, 407, ten wheeler Truck, buses available. 7749085311. D-1556	[10, 1364, 184, 1398]
matrimonial-ad: Earning parents require suitable Karan bride for their son 1980, 5'8″, MCA from PG Dept. of University, working at Bangalore as SWE in Managerial post in MNC, drawing 13.4 lakhs per annum. Contact: 06724-220480, 8763049711. D-1574	[10, 501, 184, 592]
classified-ad: Simran Finance ମାର୍କସିଟ୍, ଜମି, ଗୃହ ଲୋନ ଶୀଘ୍ର ପାଆନ୍ତୁ। 08527626054, 09971719686. ଧ-୧୨୦୫	[936, 982, 1140, 1006]
matrimonial-ads	[386, 299, 552, 602]
packers-ads	[748, 1170, 920, 1256]
matrimonial-ad: Karan groom/ 1982/ 5'10″/ B.Tech/ SWE/ Bangalore. Contact: Quick Marriages Pvt. Ltd. 0674-2380883, 6542775. D-1546	[386, 300, 552, 336]
zodiac-prediction: ବ୍ୟବସାୟିକ କ୍ଷେତ୍ରରେ ଦିନଟି ଲାଭଦାୟକ। ପରିବାର ସହ ଆନନ୍ଦରେ ସମୟ କଟିବ। ନୂତନ ବନ୍ଧୁତା ଗଢ଼ିଉଠିବ। ଅଟକିଥିବା ଅର୍ଥ ହାତକୁ ଆସିବ। ଗୁରୁଜନଙ୍କ ଆଶୀର୍ବାଦ ପାଇବେ। ଭୂସମ୍ପତ୍ତି କ୍ରୟବିକ୍ରୟ ପାଇଁ ସମୟ ଅନୁକୂଳ। ଧର୍ମକର୍ମରେ ମନ ଲାଗିବ। ସ୍ୱାସ୍ଥ୍ୟ ଭଲ ରହିବ।	[1161, 829, 1317, 929]
classified-ad: Sai Borewell, contact for digging of borewell in different locality of Bhubaneswar by experienced personnel. Contact: 9668789270, 9937213164. D-1546	[386, 1176, 552, 1222]
zodiac-entry	[1161, 356, 1317, 470]
classified-ad: ଭୁବନେଶ୍ୱର ରେଳଷ୍ଟେସନ ନିକଟରେ ଜାଗା ବିକ୍ରି ହେବ, KEC College ସାମ୍ନା। ଯୋଗାଯୋଗ: 9178660666. D-846	[198, 1566, 370, 1601]
zodiac-name: ମୀନ:	[1190, 1400, 1209, 1411]
classified-ad: Balaji Finance ସରକାରୀ ଲୋନ। ମାର୍କସିଟ୍, property, business, ଗୃହ ଋଣ ୪୮ ଘଣ୍ଟାରେ ପାଆନ୍ତୁ। ୧୫% ରିହାତି, ସୁଧ ୨%, ଏଜେଣ୍ଟ ଆବଶ୍ୟକ। 08744041597, 08744041505. ଧ-୧୫୦୮	[936, 65, 1140, 113]
classified-ad: Truly Spa first time in mall, Central AC, Keshari Mall, 3rd floor. 9853444721. D-845	[748, 1325, 920, 1349]
zodiac-entry	[1161, 480, 1317, 594]
classified-ad: WagonR VXI, silver, model 2012. OD-02-E-1944. Contact: 9090602490, 9238320544. D-97248	[10, 1320, 184, 1355]
classified-ad: Near Pokhariput DAV School 2BR ground floor & 3BR first floor with garage and 24 Hour water supply. Contact: 8895500593/ 03324665549/ 9438239510. D-60843	[568, 845, 732, 896]
classified-ad: ଶ୍ରୀରାମ ଫାଇନାନ୍ସ: ବିନା ଅର୍ଥରେ ୨୪ ଘଣ୍ଟାରେ ସବୁପ୍ରକାର ଲୋନ, ପ୍ରପର୍ଟି, ଏଗ୍ରିମେଣ୍ଟ, ଗାଡ଼ି ଲୋନ ପାଇଁ: 09017647674, 09017418085. ସୁଧ ୨%, ଶୀଘ୍ର ଯୋଗାଯୋଗ କରନ୍ତୁ। ଧ-୧୫୦୪	[936, 5, 1140, 53]
classified-ad: Three bedroom flats Ashirbad Enclave near SUM Hospital mainroad. Contact: 9438133264. D-1122	[386, 1726, 552, 1761]
